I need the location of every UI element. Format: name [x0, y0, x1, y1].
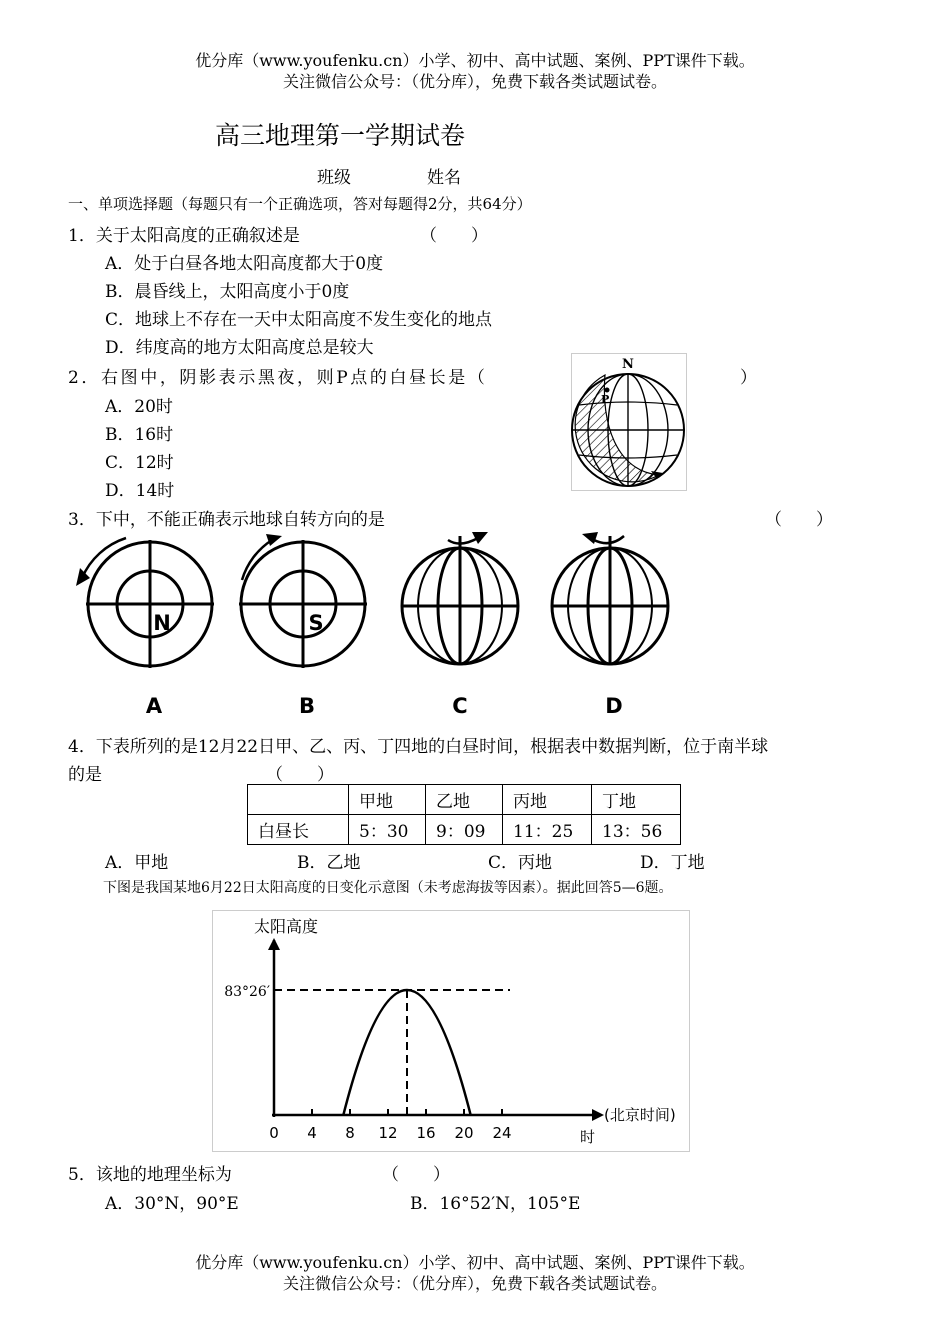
q4-stem: 4．下表所列的是12月22日甲、乙、丙、丁四地的白昼时间，根据表中数据判断，位于南半球 — [68, 737, 769, 757]
p-label: P — [601, 393, 610, 406]
x-tick-label: 0 — [269, 1124, 279, 1142]
intro-5-6: 下图是我国某地6月22日太阳高度的日变化示意图（未考虑海拔等因素）。据此回答5—6题。 — [103, 880, 673, 896]
q1-option-a: A．处于白昼各地太阳高度都大于0度 — [105, 254, 384, 274]
chart-ylabel: 太阳高度 — [254, 917, 319, 936]
footer-line-2: 关注微信公众号：（优分库），免费下载各类试题试卷。 — [282, 1274, 667, 1293]
figure-c-letter: C — [452, 694, 468, 718]
chart-xlabel: (北京时间) — [604, 1106, 676, 1124]
q5-paren: （ ） — [382, 1165, 450, 1185]
q2-option-b: B．16时 — [105, 425, 174, 445]
figure-d — [552, 532, 668, 718]
x-axis-arrow — [592, 1109, 604, 1121]
q3-paren: （ ） — [765, 510, 833, 530]
table-cell: 乙地 — [426, 785, 503, 815]
x-tick-label: 8 — [345, 1124, 355, 1142]
q2-stem: 2．右图中，阴影表示黑夜，则P点的白昼长是（ — [68, 368, 488, 388]
page-title: 高三地理第一学期试卷 — [215, 121, 466, 150]
q3-rotation-figures — [70, 528, 690, 720]
table-cell: 白昼长 — [248, 815, 349, 845]
q1-option-d: D．纬度高的地方太阳高度总是较大 — [105, 338, 374, 358]
table-cell: 甲地 — [349, 785, 426, 815]
table-cell: 丁地 — [592, 785, 681, 815]
q5-option-b: B．16°52′N，105°E — [410, 1194, 581, 1214]
q2-globe-figure — [571, 353, 687, 491]
figure-b-center-label: S — [308, 611, 324, 635]
q4-stem-2: 的是 — [68, 765, 102, 785]
q2-option-c: C．12时 — [105, 453, 174, 473]
table-cell: 5：30 — [349, 815, 426, 845]
q4-option-b: B．乙地 — [297, 853, 361, 873]
x-tick-label: 4 — [307, 1124, 317, 1142]
q4-option-a: A．甲地 — [105, 853, 169, 873]
table-row — [248, 785, 681, 815]
q4-paren: （ ） — [266, 765, 334, 785]
section-heading: 一、单项选择题（每题只有一个正确选项，答对每题得2分，共64分） — [68, 195, 532, 213]
figure-d-letter: D — [605, 694, 623, 718]
q1-paren: （ ） — [420, 226, 488, 246]
chart-xunit: 时 — [580, 1128, 596, 1146]
class-label: 班级 — [317, 168, 351, 188]
figure-a-center-label: N — [153, 611, 171, 635]
table-cell: 11：25 — [503, 815, 592, 845]
table-cell: 9：09 — [426, 815, 503, 845]
table-row — [248, 815, 681, 845]
q5-option-a: A．30°N，90°E — [105, 1194, 239, 1214]
figure-a-letter: A — [145, 694, 163, 718]
table-cell — [248, 785, 349, 815]
q5-stem: 5．该地的地理坐标为 — [68, 1165, 232, 1185]
peak-label: 83°26′ — [224, 984, 270, 1000]
north-label: N — [622, 357, 634, 372]
q2-option-d: D．14时 — [105, 481, 175, 501]
figure-b-letter: B — [298, 694, 316, 718]
x-tick-label: 24 — [492, 1124, 512, 1142]
q4-option-d: D．丁地 — [640, 853, 705, 873]
x-tick-label: 12 — [378, 1124, 398, 1142]
q1-option-b: B．晨昏线上，太阳高度小于0度 — [105, 282, 350, 302]
q4-option-c: C．丙地 — [488, 853, 553, 873]
q3-stem: 3．下中，不能正确表示地球自转方向的是 — [68, 510, 385, 530]
sun-altitude-chart — [212, 910, 690, 1152]
figure-a — [76, 538, 214, 718]
header-line-1: 优分库（www.youfenku.cn）小学、初中、高中试题、案例、PPT课件下载。 — [195, 51, 755, 70]
q2-paren-close: ） — [740, 368, 757, 388]
table-cell: 13：56 — [592, 815, 681, 845]
q1-stem: 1．关于太阳高度的正确叙述是 — [68, 226, 300, 246]
q2-option-a: A．20时 — [105, 397, 173, 417]
x-tick-label: 16 — [416, 1124, 436, 1142]
q1-option-c: C．地球上不存在一天中太阳高度不发生变化的地点 — [105, 310, 493, 330]
name-label: 姓名 — [427, 168, 461, 188]
figure-b — [239, 534, 367, 718]
footer-line-1: 优分库（www.youfenku.cn）小学、初中、高中试题、案例、PPT课件下载。 — [195, 1253, 755, 1272]
header-line-2: 关注微信公众号：（优分库），免费下载各类试题试卷。 — [282, 72, 667, 91]
x-tick-label: 20 — [454, 1124, 474, 1142]
figure-c — [402, 532, 518, 718]
daylight-table — [247, 784, 681, 845]
table-cell: 丙地 — [503, 785, 592, 815]
y-axis-arrow — [268, 938, 280, 950]
